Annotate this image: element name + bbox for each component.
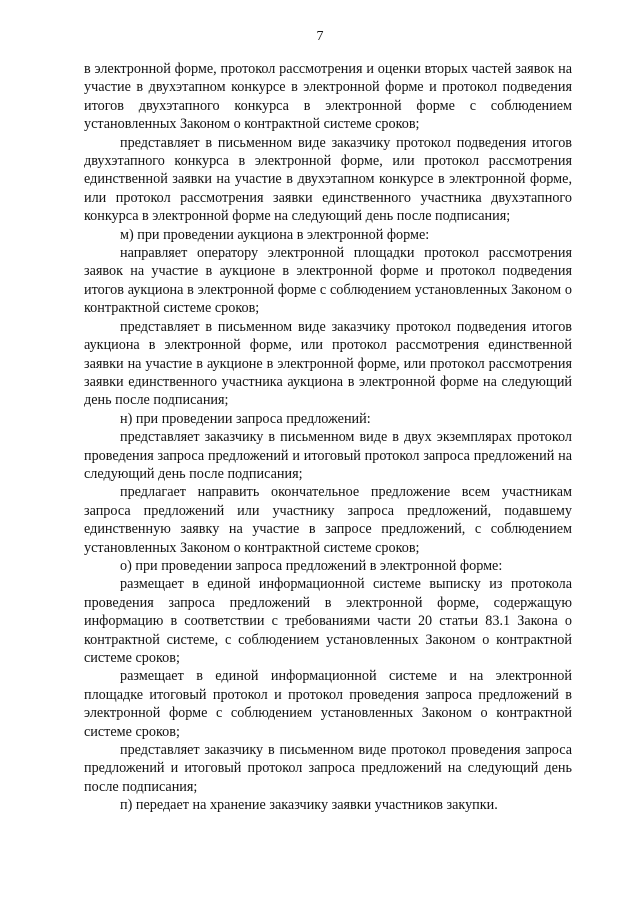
- paragraph: размещает в единой информационной системе и на электронной площадке итоговый протокол и протокол проведения запроса предложений в электронной форме с соблюдением установленных Законом о контрактной системе сроков;: [84, 668, 572, 740]
- paragraph: представляет в письменном виде заказчику протокол подведения итогов двухэтапного конкурса в электронной форме, или протокол рассмотрения единственной заявки на участие в двухэтапном конкурсе в электронной форме, или протокол рассмотрения заявки единственного участника двухэтапного конкурса в электронной форме на следующий день после подписания;: [84, 134, 572, 225]
- paragraph: направляет оператору электронной площадки протокол рассмотрения заявок на участие в аукционе в электронной форме и протокол подведения итогов аукциона в электронной форме с соблюдением установленных Законом о контрактной системе сроков;: [84, 245, 572, 317]
- paragraph: в электронной форме, протокол рассмотрения и оценки вторых частей заявок на участие в двухэтапном конкурсе в электронной форме и протокол подведения итогов двухэтапного конкурса в электронной форме с соблюдением установленных Законом о контрактной системе сроков;: [84, 61, 572, 133]
- paragraph: п) передает на хранение заказчику заявки участников закупки.: [120, 797, 498, 814]
- paragraph: н) при проведении запроса предложений:: [120, 410, 371, 427]
- paragraph: размещает в единой информационной системе выписку из протокола проведения запроса предложений в электронной форме, содержащую информацию в соответствии с требованиями части 20 статьи 83.1 Закона о контрактной системе, с соблюдением установленных Законом о контрактной системе сроков;: [84, 576, 572, 666]
- paragraph: предлагает направить окончательное предложение всем участникам запроса предложений или участнику запроса предложений, подавшему единственную заявку на участие в запросе предложений, с соблюдением установленных Законом о контрактной системе сроков;: [84, 484, 572, 556]
- paragraph: м) при проведении аукциона в электронной форме:: [120, 226, 430, 243]
- page-number: 7: [316, 29, 324, 44]
- document-body: [84, 60, 572, 815]
- paragraph: представляет в письменном виде заказчику протокол подведения итогов аукциона в электронной форме, или протокол рассмотрения единственной заявки на участие в аукционе в электронной форме, или протокол рассмотрения заявки единственного участника аукциона в электронной форме на следующий день после подписания;: [84, 318, 572, 409]
- paragraph: представляет заказчику в письменном виде протокол проведения запроса предложений и итоговый протокол запроса предложений на следующий день после подписания;: [84, 742, 572, 795]
- paragraph: представляет заказчику в письменном виде в двух экземплярах протокол проведения запроса предложений и итоговый протокол запроса предложений на следующий день после подписания;: [84, 429, 572, 482]
- paragraph: о) при проведении запроса предложений в электронной форме:: [120, 557, 503, 574]
